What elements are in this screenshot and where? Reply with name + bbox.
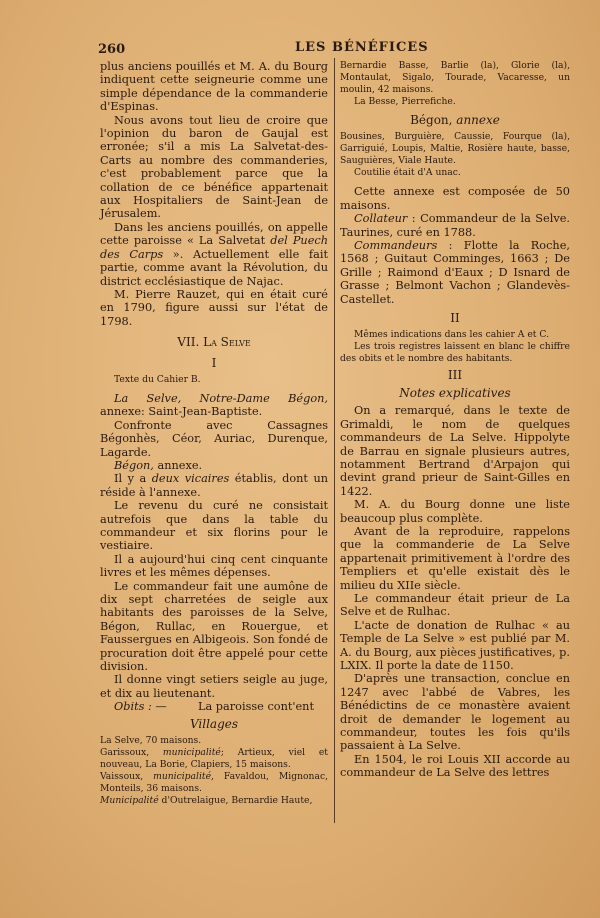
annexe-label: annexe: [452, 113, 500, 127]
text-run: d'Outrelaigue, Bernardie Haute,: [158, 795, 313, 807]
subsection-heading: I: [211, 355, 217, 370]
paragraph: [340, 212, 570, 239]
paragraph: Avant de la reproduire, rappelons que la commanderie de La Selve appartenait primitivement à l'ordre des Templiers et qu'elle existait dès le milieu du XIIe siècle.: [340, 524, 570, 592]
annexe-heading: [340, 114, 570, 127]
text-run-italic: municipalité: [162, 747, 221, 759]
paragraph: D'après une transaction, conclue en 1247 avec l'abbé de Vabres, les Bénédictins de ce monastère avaient droit de demander le logement au commandeur, toutes les fois qu'ils passaient à La Selve.: [340, 672, 570, 753]
paragraph: En 1504, le roi Louis XII accorde au commandeur de La Selve des lettres: [340, 752, 570, 780]
text-run: annexe.: [153, 458, 203, 472]
text-run-italic: La Selve, Notre-Dame Bégon,: [114, 391, 328, 405]
paragraph: Le revenu du curé ne consistait autrefois que dans la table du commandeur et six florins pour le vestiaire.: [100, 499, 328, 553]
text-run: : Flotte la Roche, 1568 ; Guitaut Comminges, 1663 ; De Grille ; Raimond d'Eaux ; D Isnard de Grasse ; Belmont Vachon ; Glandevès-Castellet.: [340, 239, 570, 306]
text-run-italic: Bégon,: [114, 458, 154, 472]
subsection-heading: III: [447, 368, 463, 383]
text-run: Garissoux,: [100, 747, 163, 759]
paragraph: [340, 239, 570, 306]
source-note: Texte du Cahier B.: [114, 373, 201, 385]
village-entry: La Besse, Pierrefiche.: [354, 96, 456, 107]
text-run: ». Actuellement elle fait partie, comme avant la Révolution, du district ecclésiastique de Najac.: [100, 247, 328, 288]
annexe-title: Bégon,: [410, 113, 453, 127]
paragraph: Le commandeur fait une aumône de dix sept charretées de seigle aux habitants des paroisses de la Selve, Bégon, Rullac, en Rouergue, et Faussergues en Albigeois. Son fondé de procuration doit être appelé pour cette division.: [100, 579, 328, 674]
note-line: Mêmes indications dans les cahier A et C.: [354, 329, 550, 341]
paragraph: plus anciens pouillés et M. A. du Bourg indiquent cette seigneurie comme une simple dépendance de la commanderie d'Espinas.: [100, 60, 328, 114]
paragraph: Il donne vingt setiers seigle au juge, et dix au lieutenant.: [100, 673, 328, 700]
village-entry: Bousines, Burguière, Caussie, Fourque (la), Garriguié, Loupis, Maltie, Rosière haute, basse, Sauguières, Viale Haute.: [340, 131, 570, 167]
section-number: VII.: [177, 335, 200, 350]
note-line: Les trois registres laissent en blanc le chiffre des obits et le nombre des habitants.: [340, 341, 570, 365]
text-run-italic: Commandeurs: [354, 239, 438, 253]
column-divider: [334, 58, 335, 823]
text-run: : Commandeur de la Selve. Taurines, curé en 1788.: [340, 212, 570, 239]
section-heading: [100, 336, 328, 349]
subsection-heading: II: [450, 311, 460, 326]
section-title: La Selve: [203, 335, 251, 350]
notes-heading: Notes explicatives: [399, 385, 511, 400]
obits-label: Obits : —: [114, 700, 167, 714]
paragraph: Il a aujourd'hui cinq cent cinquante livres et les mêmes dépenses.: [100, 552, 328, 580]
text-run: ; Artieux, viel et nouveau, La Borie, Clapiers, 15 maisons.: [100, 747, 328, 771]
villages-heading: Villages: [189, 716, 239, 731]
paragraph: L'acte de donation de Rulhac « au Temple de La Selve » est publié par M. A. du Bourg, aux pièces justificatives, p. LXIX. Il porte la date de 1150.: [340, 618, 570, 672]
text-run: établis, dont un réside à l'annexe.: [100, 472, 329, 499]
paragraph: [100, 472, 328, 499]
village-entry: La Selve, 70 maisons.: [100, 735, 202, 747]
running-head: LES BÉNÉFICES: [295, 40, 429, 55]
left-column: [100, 60, 328, 807]
paragraph: On a remarqué, dans le texte de Grimaldi, le nom de quelques commandeurs de La Selve. Hippolyte de Barrau en signale plusieurs autres, notamment Bertrand d'Arpajon qui devint grand prieur de Saint-Gilles en 1422.: [340, 404, 570, 498]
text-run: Il y a: [114, 472, 152, 486]
paragraph: Le commandeur était prieur de La Selve et de Rulhac.: [340, 591, 570, 619]
paragraph: [100, 221, 328, 288]
village-entry: Bernardie Basse, Barlie (la), Glorie (la), Montaulat, Sigalo, Tourade, Vacaresse, un moulin, 42 maisons.: [340, 60, 570, 95]
text-run-italic: Municipalité: [100, 795, 159, 807]
paragraph: M. A. du Bourg donne une liste beaucoup plus complète.: [340, 498, 570, 525]
text-run: Vaissoux,: [100, 771, 154, 783]
paragraph: Cette annexe est composée de 50 maisons.: [340, 185, 570, 212]
paragraph: M. Pierre Rauzet, qui en était curé en 1790, figure aussi sur l'état de 1798.: [100, 287, 328, 328]
page-number: 260: [98, 42, 126, 57]
obits-text: La paroisse cont'ent: [197, 700, 314, 714]
text-run-italic: Collateur: [354, 212, 408, 226]
text-run: annexe: Saint-Jean-Baptiste.: [100, 405, 263, 419]
village-entry: Coutilie était d'A unac.: [354, 167, 461, 179]
text-run: , Favaldou, Mignonac, Monteils, 36 maisons.: [100, 771, 329, 795]
paragraph: [100, 459, 328, 472]
paragraph: Confronte avec Cassagnes Bégonhès, Céor, Auriac, Durenque, Lagarde.: [100, 418, 328, 459]
village-entry: [100, 747, 328, 771]
village-entry: [100, 771, 328, 795]
obits-line: [100, 700, 328, 713]
village-entry: [100, 795, 328, 807]
paragraph: [100, 392, 328, 419]
text-run-italic: municipalité: [153, 771, 212, 783]
right-column: [340, 60, 570, 780]
paragraph: Nous avons tout lieu de croire que l'opinion du baron de Gaujal est erronée; s'il a mis La Salvetat-des-Carts au nombre des commanderies, c'est probablement parce que la collation de ce bénéfice appartenait aux Hospitaliers de Saint-Jean de Jérusalem.: [100, 113, 328, 221]
text-run-italic: del Puech des Carps: [100, 234, 328, 261]
text-run: Dans les anciens pouillés, on appelle cette paroisse « La Salvetat: [100, 220, 328, 248]
text-run-italic: deux vicaires: [151, 472, 230, 486]
